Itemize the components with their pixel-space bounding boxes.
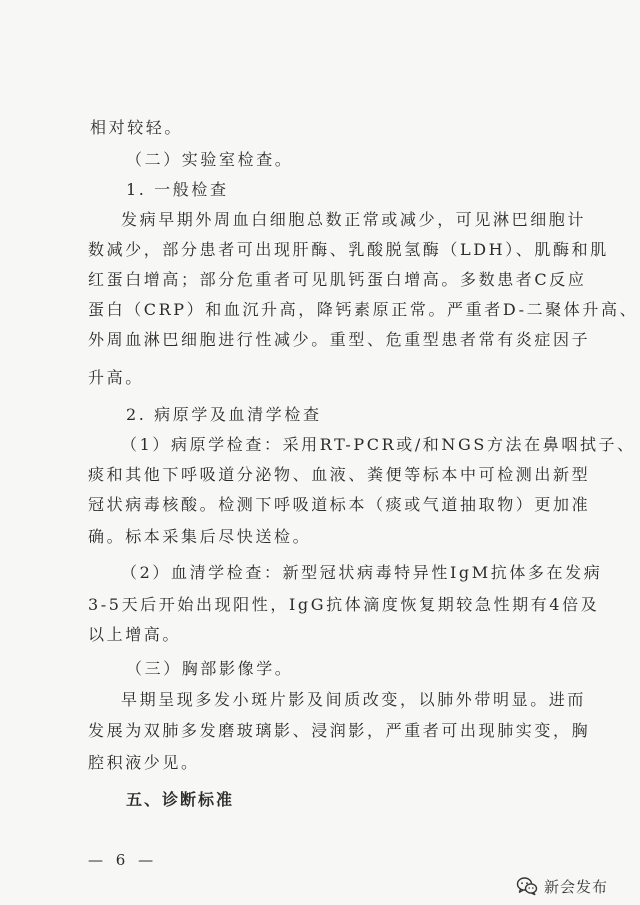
text-line: 发病早期外周血白细胞总数正常或减少，可见淋巴细胞计 [121,210,587,229]
text-line: （1）病原学检查：采用RT-PCR或/和NGS方法在鼻咽拭子、 [121,435,636,454]
chapter-heading: 五、诊断标准 [126,790,235,809]
text-line: 数减少，部分患者可出现肝酶、乳酸脱氢酶（LDH）、肌酶和肌 [88,240,609,259]
text-line: 冠状病毒核酸。检测下呼吸道标本（痰或气道抽取物）更加准 [88,495,591,514]
text-line: 外周血淋巴细胞进行性减少。重型、危重型患者常有炎症因子 [88,330,591,349]
text-line: （2）血清学检查：新型冠状病毒特异性IgM抗体多在发病 [121,563,603,582]
text-line: 腔积液少见。 [88,753,200,772]
text-line: 蛋白（CRP）和血沉升高，降钙素原正常。严重者D-二聚体升高、 [88,300,639,319]
section-heading: （三）胸部影像学。 [126,659,294,678]
page-number: — 6 — [88,851,158,869]
subsection-heading: 2. 病原学及血清学检查 [126,405,322,424]
watermark-text: 新会发布 [544,877,609,896]
section-heading: （二）实验室检查。 [126,150,294,169]
text-line: 确。标本采集后尽快送检。 [88,527,312,546]
wechat-icon [516,876,538,896]
text-line: 相对较轻。 [90,118,184,137]
text-line: 升高。 [88,368,144,387]
text-line: 3-5天后开始出现阳性，IgG抗体滴度恢复期较急性期有4倍及 [88,595,600,614]
watermark [516,875,608,897]
text-line: 以上增高。 [88,625,182,644]
text-line: 红蛋白增高；部分危重者可见肌钙蛋白增高。多数患者C反应 [88,270,587,289]
text-line: 发展为双肺多发磨玻璃影、浸润影，严重者可出现肺实变，胸 [88,721,591,740]
text-line: 早期呈现多发小斑片影及间质改变，以肺外带明显。进而 [121,690,587,709]
subsection-heading: 1. 一般检查 [126,180,229,199]
text-line: 痰和其他下呼吸道分泌物、血液、粪便等标本中可检测出新型 [88,465,591,484]
